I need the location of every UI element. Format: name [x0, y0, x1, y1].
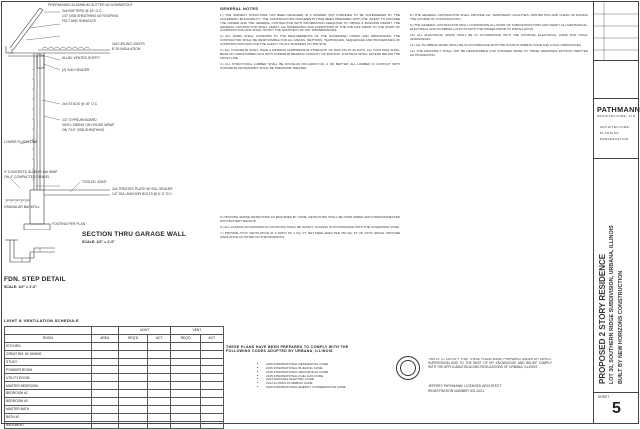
- vent-cell: [171, 350, 201, 358]
- vent-cell: [91, 350, 118, 358]
- label-slab: 4" CONCRETE SLAB W/ 6x6 WWF: [4, 170, 58, 174]
- label-floor-line: LOWER FLOOR LINE: [4, 140, 38, 144]
- codes-list: [226, 363, 406, 423]
- label-felt: FELT AND SHINGLES: [62, 19, 96, 23]
- firm-line-preservation: PRESERVATION: [600, 137, 629, 141]
- vent-col-vent-act: ACT.: [201, 334, 224, 342]
- vent-cell: [118, 358, 148, 366]
- certification-signer: JEFFREY PATHMANN, LICENSED ARCHITECT: [428, 384, 502, 388]
- label-gypsum: 1/2" GYPSUM BOARD: [62, 118, 97, 122]
- label-gutter: PREFINISHED ALUMINUM GUTTER W/ DOWNSPOUT: [48, 3, 133, 7]
- vent-cell: MASTER BATH: [5, 405, 92, 413]
- vent-cell: MASTER BEDROOM: [5, 382, 92, 390]
- vent-cell: BATH #2: [5, 413, 92, 421]
- label-header: (2) 2x10 HEADER: [62, 68, 90, 72]
- notes-column-1b: [220, 216, 400, 324]
- vent-cell: [118, 405, 148, 413]
- certification-text: THIS IS TO CERTIFY THAT THESE PLANS WERE PREPARED UNDER MY DIRECT SUPERVISION AND TO THE BEST OF MY KNOWLEDGE AND BELIEF COMPLY WITH THE APPLICABLE BUILDING REGULATIONS OF URBANA, ILLINOIS: [428, 358, 552, 369]
- project-address: LOT 30, SOUTHERN RIDGE SUBDIVISION, URBANA, ILLINOIS: [609, 225, 615, 384]
- vent-cell: [118, 374, 148, 382]
- vent-row: [5, 342, 224, 350]
- vent-col-area: AREA: [91, 334, 118, 342]
- vent-cell: [201, 350, 224, 358]
- label-bolts: 1/2" DIA. ANCHOR BOLTS @ 6'-0" O.C.: [112, 192, 173, 196]
- vent-cell: [171, 413, 201, 421]
- note-paragraph: 5.) PROVIDE SMOKE DETECTORS AS REQUIRED BY CODE. DETECTORS SHALL BE HARD WIRED AND INTERCONNECTED WITH BATTERY BACKUP.: [220, 216, 400, 223]
- vent-cell: [201, 342, 224, 350]
- vent-cell: [91, 358, 118, 366]
- vent-cell: [91, 405, 118, 413]
- code-item: • 2015 INTERNATIONAL RESIDENTIAL CODE: [266, 363, 406, 367]
- vent-cell: [201, 374, 224, 382]
- vent-cell: [201, 382, 224, 390]
- vent-cell: [171, 405, 201, 413]
- vent-cell: [171, 374, 201, 382]
- vent-cell: [118, 350, 148, 358]
- codes-heading-text: THESE PLANS HAVE BEEN PREPARED TO COMPLY WITH THE FOLLOWING CODES ADOPTED BY URBANA, ILLINOIS: [226, 345, 349, 354]
- vent-cell: [148, 382, 171, 390]
- vent-cell: [148, 358, 171, 366]
- vent-cell: BEDROOM #2: [5, 390, 92, 398]
- firm-line-planning: PLANNING: [600, 131, 620, 135]
- vent-cell: GREAT RM. W/ DINING: [5, 350, 92, 358]
- vent-cell: [148, 350, 171, 358]
- vent-cell: [91, 374, 118, 382]
- step-detail-drawing: [0, 232, 70, 274]
- label-siding: VINYL SIDING ON HOUSE WRAP: [62, 123, 115, 127]
- label-gravel: ON 4" COMPACTED GRAVEL: [4, 175, 50, 179]
- label-rafters: 2x6 RAFTERS @ 16" O.C.: [62, 9, 103, 13]
- vent-cell: [201, 358, 224, 366]
- step-detail-scale: SCALE: 1/2" = 1'-0": [4, 285, 37, 289]
- label-sheathing: 1/2" OSB SHEATHING W/ ROOFING: [62, 14, 119, 18]
- architect-seal: [396, 356, 420, 380]
- vent-cell: STUDY: [5, 358, 92, 366]
- vent-row: [5, 390, 224, 398]
- note-paragraph: 11.) ALL PLUMBING WORK SHALL BE IN ACCORDANCE WITH THE STATE PLUMBING CODE AND LOCAL ORDINANCES.: [410, 42, 582, 47]
- vent-cell: [148, 366, 171, 374]
- vent-cell: [148, 413, 171, 421]
- vent-header-blank: [5, 327, 92, 335]
- vent-cell: [91, 413, 118, 421]
- revision-box: [594, 2, 639, 61]
- vent-col-vent-req: REQ'D: [171, 334, 201, 342]
- garage-section-scale: SCALE: 1/2" = 1'-0": [82, 240, 115, 244]
- label-insulation: R-30 INSULATION: [112, 47, 141, 51]
- label-osb: ON 7/16" OSB SHEATHING: [62, 128, 105, 132]
- label-backfill: GRANULAR BACKFILL: [4, 205, 40, 209]
- vent-row: [5, 374, 224, 382]
- note-paragraph: 12.) THE ARCHITECT SHALL NOT BE RESPONSIBLE FOR CHANGES MADE TO THESE DRAWINGS WITHOUT WRITTEN AUTHORIZATION.: [410, 48, 588, 57]
- vent-group-vent: VENT.: [171, 327, 224, 335]
- label-studs: 2x4 STUDS @ 16" O.C.: [62, 102, 99, 106]
- note-paragraph: 7.) PROVIDE ATTIC VENTILATION AT A RATIO OF 1 SQ. FT. NET FREE AREA PER 150 SQ. FT. OF ATTIC SPACE. PROVIDE INSULATION AS NOTED ON THE DRAWINGS.: [220, 230, 400, 239]
- code-item: • 2014 NATIONAL ELECTRIC CODE: [266, 378, 406, 382]
- vent-row: [5, 382, 224, 390]
- vent-row: [5, 405, 224, 413]
- note-paragraph: 10.) ALL ELECTRICAL WORK SHALL BE IN ACCORDANCE WITH THE NATIONAL ELECTRICAL CODE AND LOCAL ORDINANCES.: [410, 32, 588, 41]
- sheet-number: 5: [612, 400, 621, 417]
- vent-cell: [118, 397, 148, 405]
- vent-cell: [201, 366, 224, 374]
- vent-cell: [91, 397, 118, 405]
- vent-cell: [201, 405, 224, 413]
- code-item: • 2015 INTERNATIONAL MECHANICAL CODE: [266, 371, 406, 375]
- vent-cell: [91, 390, 118, 398]
- note-paragraph: 9.) THE GENERAL CONTRACTOR SHALL COORDINATE ALL WORK OF SUBCONTRACTORS AND VERIFY ALL MECHANICAL, ELECTRICAL AND PLUMBING LAYOUTS WITH THE OWNER PRIOR TO INSTALLATION.: [410, 22, 588, 31]
- label-joists: 2x6 CEILING JOISTS: [112, 42, 145, 46]
- sheet-label: SHEET: [598, 395, 610, 399]
- vent-cell: [201, 390, 224, 398]
- vent-cell: KITCHEN: [5, 342, 92, 350]
- vent-cell: [148, 374, 171, 382]
- garage-section-title: SECTION THRU GARAGE WALL: [82, 231, 187, 238]
- vent-col-light-req: REQ'D: [118, 334, 148, 342]
- vent-cell: [118, 413, 148, 421]
- firm-logo-box: [594, 98, 639, 159]
- vent-cell: BEDROOM #3: [5, 397, 92, 405]
- vent-cell: [171, 342, 201, 350]
- vent-row: [5, 366, 224, 374]
- notes-column-1: [220, 14, 400, 212]
- vent-group-light: LIGHT: [118, 327, 171, 335]
- vent-cell: [91, 382, 118, 390]
- label-joint: TOOLED JOINT: [82, 180, 107, 184]
- label-footing: FOOTING PER PLAN: [52, 222, 86, 226]
- sheet-number-box: [594, 392, 639, 422]
- note-paragraph: 8.) THE GENERAL CONTRACTOR SHALL PROVIDE ALL TEMPORARY FACILITIES, PROTECTION AND CLEAN UP DURING THE COURSE OF CONSTRUCTION.: [410, 14, 588, 21]
- project-builder: BUILT BY NEW HORIZONS CONSTRUCTION: [618, 270, 624, 384]
- notes-column-2: [410, 14, 588, 234]
- vent-cell: [148, 397, 171, 405]
- vent-cell: [118, 382, 148, 390]
- vent-cell: [201, 397, 224, 405]
- notes-heading: GENERAL NOTES: [220, 6, 259, 11]
- vent-cell: [91, 366, 118, 374]
- vent-cell: POWDER ROOM: [5, 366, 92, 374]
- project-title: PROPOSED 2 STORY RESIDENCE: [598, 253, 607, 384]
- note-paragraph: 3.) ALL CONCRETE SHALL HAVE A MINIMUM COMPRESSIVE STRENGTH OF 3000 PSI AT 28 DAYS. ALL FOOTINGS SHALL BEAR ON UNDISTURBED SOIL WITH A MINIMUM BEARING CAPACITY OF 3000 PSF. FOOTINGS SHALL EXTEND BELOW THE FROST LINE.: [220, 48, 400, 60]
- vent-cell: [171, 382, 201, 390]
- note-paragraph: 1.) THE SUBJECT STRUCTURE HAS BEEN DESIGNED IN A MANNER NOT INTENDED TO BE SUPERSEDED BY THE GOVERNING MUNICIPALITY. THE CONSTRUCTION DOCUMENTS HAVE BEEN PREPARED WITH THE INTENT TO PROVIDE THE OWNER AND THE GENERAL CONTRACTOR WITH INFORMATION ADEQUATE TO OBTAIN A BUILDING PERMIT. THE GENERAL CONTRACTOR SHALL VERIFY ALL DIMENSIONS AND CONDITIONS AT THE JOB SITE PRIOR TO THE START OF CONSTRUCTION AND SHALL NOTIFY THE ARCHITECT OF ANY DISCREPANCIES.: [220, 14, 400, 33]
- code-item: • 2014 ILLINOIS PLUMBING CODE: [266, 382, 406, 386]
- code-item: • 2015 INTERNATIONAL FUEL GAS CODE: [266, 375, 406, 379]
- vent-cell: [91, 342, 118, 350]
- firm-info-box: [594, 60, 639, 99]
- vent-cell: [118, 342, 148, 350]
- vent-cell: [118, 390, 148, 398]
- vent-row: [5, 350, 224, 358]
- project-title-box: [594, 158, 639, 393]
- vent-header-blank: [91, 327, 118, 335]
- firm-line-architecture: ARCHITECTURE: [600, 125, 630, 129]
- vent-row: [5, 358, 224, 366]
- vent-cell: BASEMENT: [5, 421, 92, 429]
- note-paragraph: 6.) ALL GLAZING IN HAZARDOUS LOCATIONS SHALL BE SAFETY GLAZING IN ACCORDANCE WITH THE GOVERNING CODE.: [220, 224, 400, 229]
- vent-cell: [171, 390, 201, 398]
- vent-cell: UTILITY ROOM: [5, 374, 92, 382]
- vent-cell: [171, 397, 201, 405]
- code-item: • 2015 INTERNATIONAL ENERGY CONSERVATION CODE: [266, 386, 406, 390]
- certification-registration: REGISTRATION NUMBER 001-1021: [428, 389, 485, 393]
- codes-heading: [226, 345, 356, 354]
- step-detail-title: FDN. STEP DETAIL: [4, 276, 66, 283]
- firm-subtitle: ARCHITECTURE, LTD.: [597, 114, 638, 118]
- firm-logo: PATHMANN: [597, 105, 640, 114]
- vent-schedule-title: LIGHT & VENTILATION SCHEDULE: [4, 318, 79, 323]
- vent-cell: [118, 366, 148, 374]
- vent-cell: [148, 405, 171, 413]
- vent-col-light-act: ACT.: [148, 334, 171, 342]
- note-paragraph: 2.) ALL WORK SHALL CONFORM TO THE REQUIREMENTS OF THE GOVERNING CODES AND ORDINANCES. THE CONTRACTOR SHALL BE RESPONSIBLE FOR ALL MEANS, METHODS, TECHNIQUES, SEQUENCES AND PROCEDURES OF CONSTRUCTION AND FOR THE SAFETY OF ALL WORKERS ON THE SITE.: [220, 34, 400, 47]
- title-block: [593, 2, 639, 423]
- code-item: • 2015 INTERNATIONAL BUILDING CODE: [266, 367, 406, 371]
- vent-column-headers: [5, 334, 224, 342]
- vent-cell: [171, 358, 201, 366]
- vent-cell: [148, 342, 171, 350]
- label-soffit: ALUM. VENTED SOFFIT: [62, 56, 101, 60]
- vent-schedule-table: [4, 326, 224, 429]
- vent-cell: [201, 413, 224, 421]
- vent-col-room: ROOM: [5, 334, 92, 342]
- vent-cell: [148, 390, 171, 398]
- note-paragraph: 4.) ALL STRUCTURAL LUMBER SHALL BE DOUGLAS FIR-LARCH NO. 2 OR BETTER. ALL LUMBER IN CONTACT WITH CONCRETE OR MASONRY SHALL BE PRESSURE TREATED.: [220, 61, 400, 70]
- label-plate: 2x4 TREATED PLATE W/ SILL SEALER: [112, 187, 173, 191]
- vent-row: [5, 413, 224, 421]
- vent-cell: [171, 366, 201, 374]
- vent-row: [5, 397, 224, 405]
